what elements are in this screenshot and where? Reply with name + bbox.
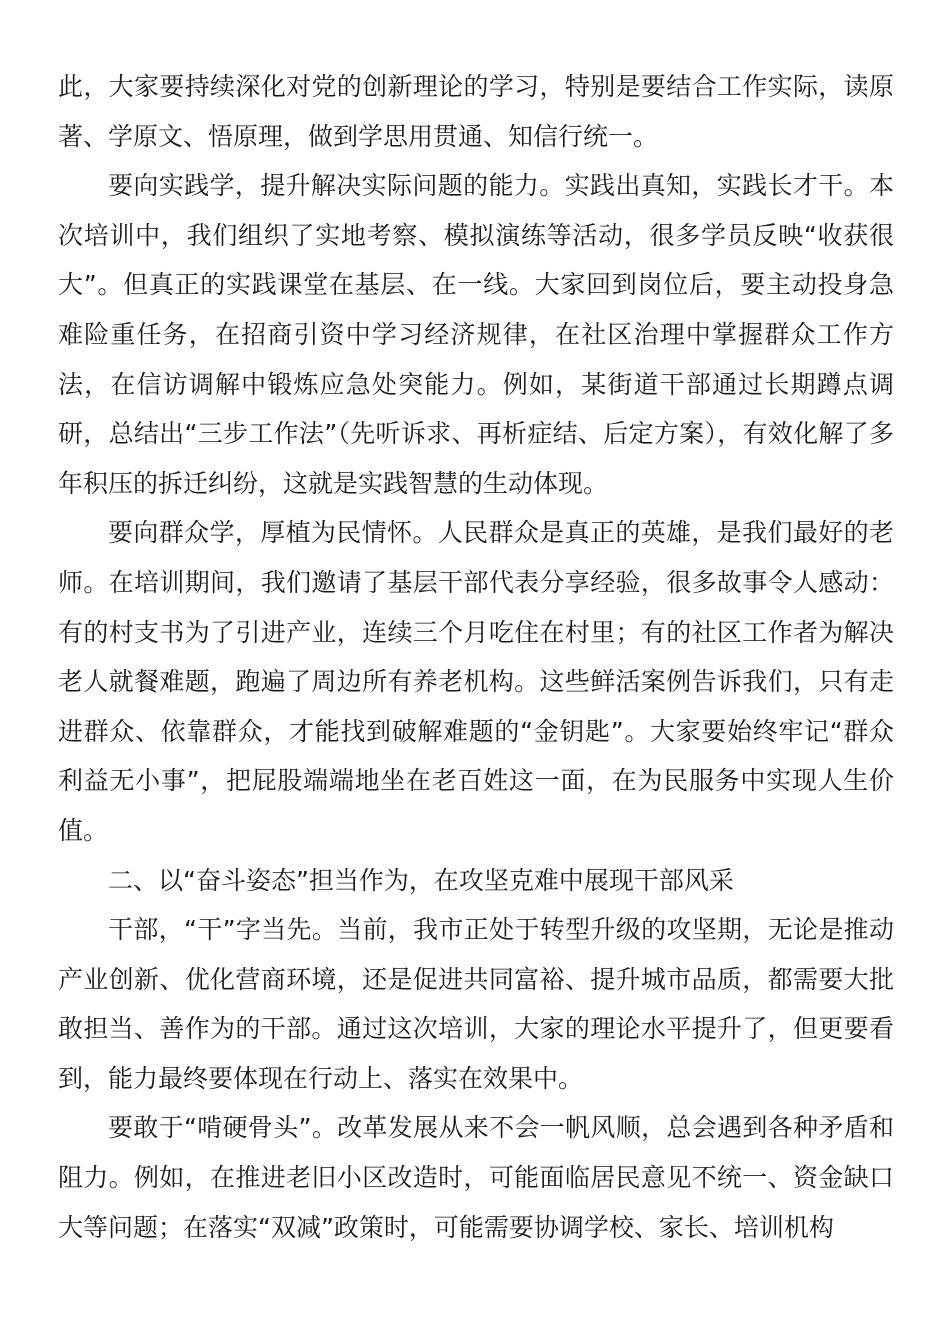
document-page (58, 62, 894, 1252)
paragraph-learn-from-masses: 要向群众学，厚植为民情怀。人民群众是真正的英雄，是我们最好的老师。在培训期间，我们邀请了基层干部代表分享经验，很多故事令人感动：有的村支书为了引进产业，连续三个月吃住在村里；有的社区工作者为解决老人就餐难题，跑遍了周边所有养老机构。这些鲜活案例告诉我们，只有走进群众、依靠群众，才能找到破解难题的“金钥匙”。大家要始终牢记“群众利益无小事”，把屁股端端地坐在老百姓这一面，在为民服务中实现人生价值。 (58, 518, 894, 845)
paragraph-tackle-hard-problems: 要敢于“啃硬骨头”。改革发展从来不会一帆风顺，总会遇到各种矛盾和阻力。例如，在推进老旧小区改造时，可能面临居民意见不统一、资金缺口大等问题；在落实“双减”政策时，可能需要协调学校、家长、培训机构 (58, 1113, 894, 1242)
paragraph-learn-from-practice: 要向实践学，提升解决实际问题的能力。实践出真知，实践长才干。本次培训中，我们组织了实地考察、模拟演练等活动，很多学员反映“收获很大”。但真正的实践课堂在基层、在一线。大家回到岗位后，要主动投身急难险重任务，在招商引资中学习经济规律，在社区治理中掌握群众工作方法，在信访调解中锻炼应急处突能力。例如，某街道干部通过长期蹲点调研，总结出“三步工作法”（先听诉求、再析症结、后定方案），有效化解了多年积压的拆迁纠纷，这就是实践智慧的生动体现。 (58, 171, 894, 498)
paragraph-continuation: 此，大家要持续深化对党的创新理论的学习，特别是要结合工作实际，读原著、学原文、悟原理，做到学思用贯通、知信行统一。 (58, 72, 894, 151)
paragraph-cadres-act: 干部，“干”字当先。当前，我市正处于转型升级的攻坚期，无论是推动产业创新、优化营商环境，还是促进共同富裕、提升城市品质，都需要大批敢担当、善作为的干部。通过这次培训，大家的理论水平提升了，但更要看到，能力最终要体现在行动上、落实在效果中。 (58, 915, 894, 1093)
section-heading-2: 二、以“奋斗姿态”担当作为，在攻坚克难中展现干部风采 (108, 865, 734, 895)
